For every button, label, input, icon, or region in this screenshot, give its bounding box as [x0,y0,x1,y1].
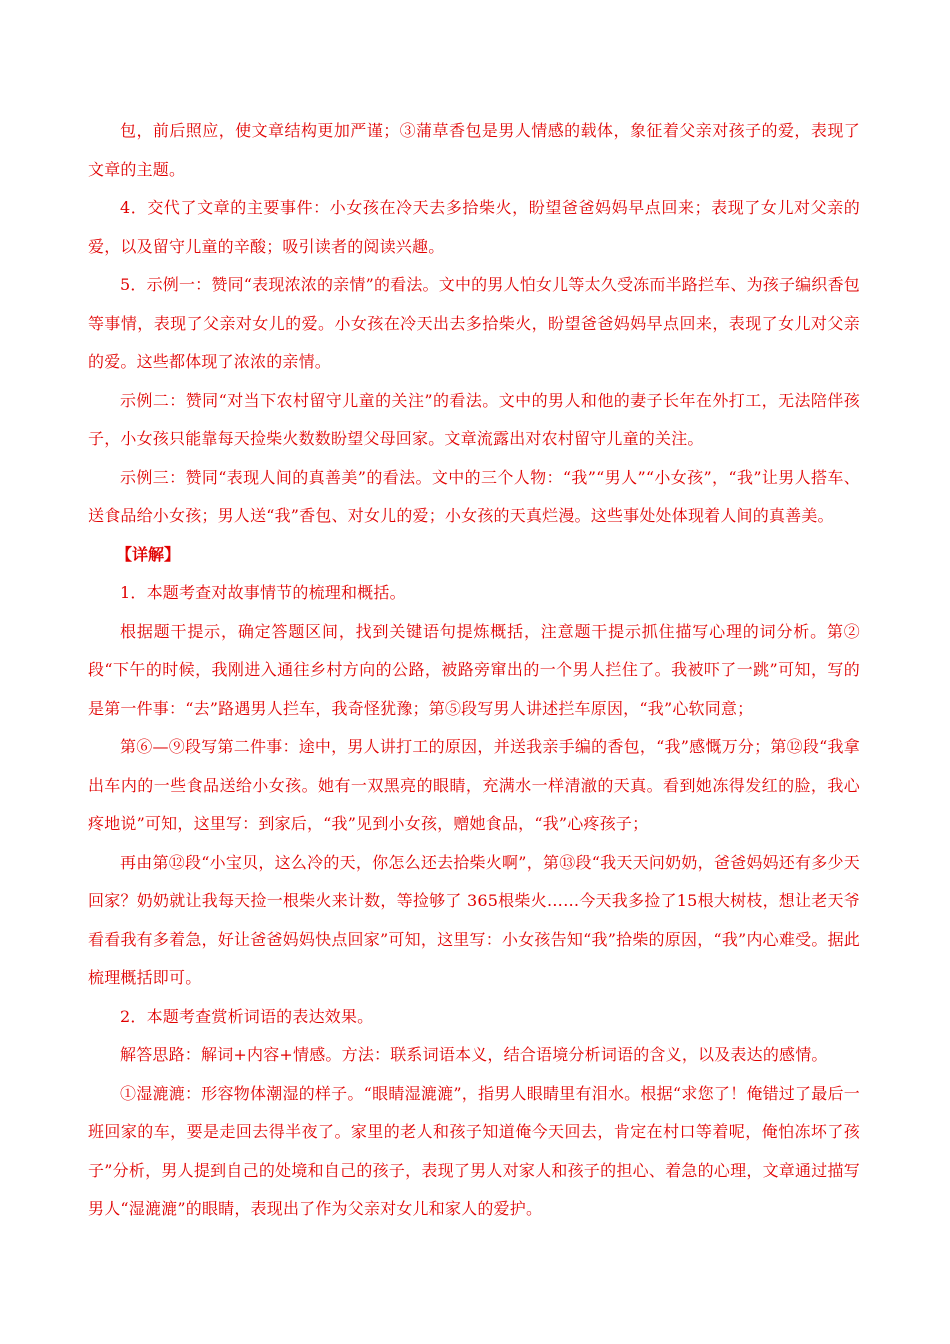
detail-paragraph-2-title: 2．本题考查赏析词语的表达效果。 [120,1006,374,1026]
detail-paragraph-2a: 解答思路：解词+内容+情感。方法：联系词语本义，结合语境分析词语的含义，以及表达的感情。 [120,1045,828,1064]
answer-paragraph-4: 4．交代了文章的主要事件：小女孩在冷天去多拾柴火，盼望爸爸妈妈早点回来；表现了女儿对父亲的爱，以及留守儿童的辛酸；吸引读者的阅读兴趣。 [88,198,860,256]
detail-paragraph-1b: 第⑥—⑨段写第二件事：途中，男人讲打工的原因，并送我亲手编的香包，“我”感慨万分；第⑫段“我拿出车内的一些食品送给小女孩。她有一双黑亮的眼睛，充满水一样清澈的天真。看到她冻得发红的脸，我心疼地说”可知，这里写：到家后，“我”见到小女孩，赠她食品，“我”心疼孩子； [88,737,860,833]
answer-content [88,112,860,1229]
detail-heading: 【详解】 [116,544,181,564]
detail-paragraph-1-title: 1．本题考查对故事情节的梳理和概括。 [120,583,406,602]
answer-paragraph-5-example-1: 5．示例一：赞同“表现浓浓的亲情”的看法。文中的男人怕女儿等太久受冻而半路拦车、为孩子编织香包等事情，表现了父亲对女儿的爱。小女孩在冷天出去多拾柴火，盼望爸爸妈妈早点回来，表现了女儿对父亲的爱。这些都体现了浓浓的亲情。 [88,275,860,371]
detail-paragraph-1a: 根据题干提示，确定答题区间，找到关键语句提炼概括，注意题干提示抓住描写心理的词分析。第②段“下午的时候，我刚进入通往乡村方向的公路，被路旁窜出的一个男人拦住了。我被吓了一跳”可知，写的是第一件事：“去”路遇男人拦车，我奇怪犹豫；第⑤段写男人讲述拦车原因，“我”心软同意； [88,621,860,718]
detail-paragraph-1c: 再由第⑫段“小宝贝，这么冷的天，你怎么还去拾柴火啊”，第⑬段“我天天问奶奶，爸爸妈妈还有多少天回家？奶奶就让我每天捡一根柴火来计数，等捡够了 365根柴火……今天我多捡了15根大树枝，想让老天爷看看我有多着急，好让爸爸妈妈快点回家”可知，这里写：小女孩告知“我”拾柴的原因，“我”内心难受。据此梳理概括即可。 [88,852,860,987]
answer-paragraph-5-example-3: 示例三：赞同“表现人间的真善美”的看法。文中的三个人物：“我”“男人”“小女孩”，“我”让男人搭车、送食品给小女孩；男人送“我”香包、对女儿的爱；小女孩的天真烂漫。这些事处处体现着人间的真善美。 [88,467,860,525]
answer-paragraph-3-continued: 包，前后照应，使文章结构更加严谨；③蒲草香包是男人情感的载体，象征着父亲对孩子的爱，表现了文章的主题。 [88,121,860,179]
answer-paragraph-5-example-2: 示例二：赞同“对当下农村留守儿童的关注”的看法。文中的男人和他的妻子长年在外打工，无法陪伴孩子，小女孩只能靠每天捡柴火数数盼望父母回家。文章流露出对农村留守儿童的关注。 [88,390,860,448]
detail-paragraph-2b: ①湿漉漉：形容物体潮湿的样子。“眼睛湿漉漉”，指男人眼睛里有泪水。根据“求您了！俺错过了最后一班回家的车，要是走回去得半夜了。家里的老人和孩子知道俺今天回去，肯定在村口等着呢，俺怕冻坏了孩子”分析，男人提到自己的处境和自己的孩子，表现了男人对家人和孩子的担心、着急的心理，文章通过描写男人“湿漉漉”的眼睛，表现出了作为父亲对女儿和家人的爱护。 [88,1083,860,1218]
